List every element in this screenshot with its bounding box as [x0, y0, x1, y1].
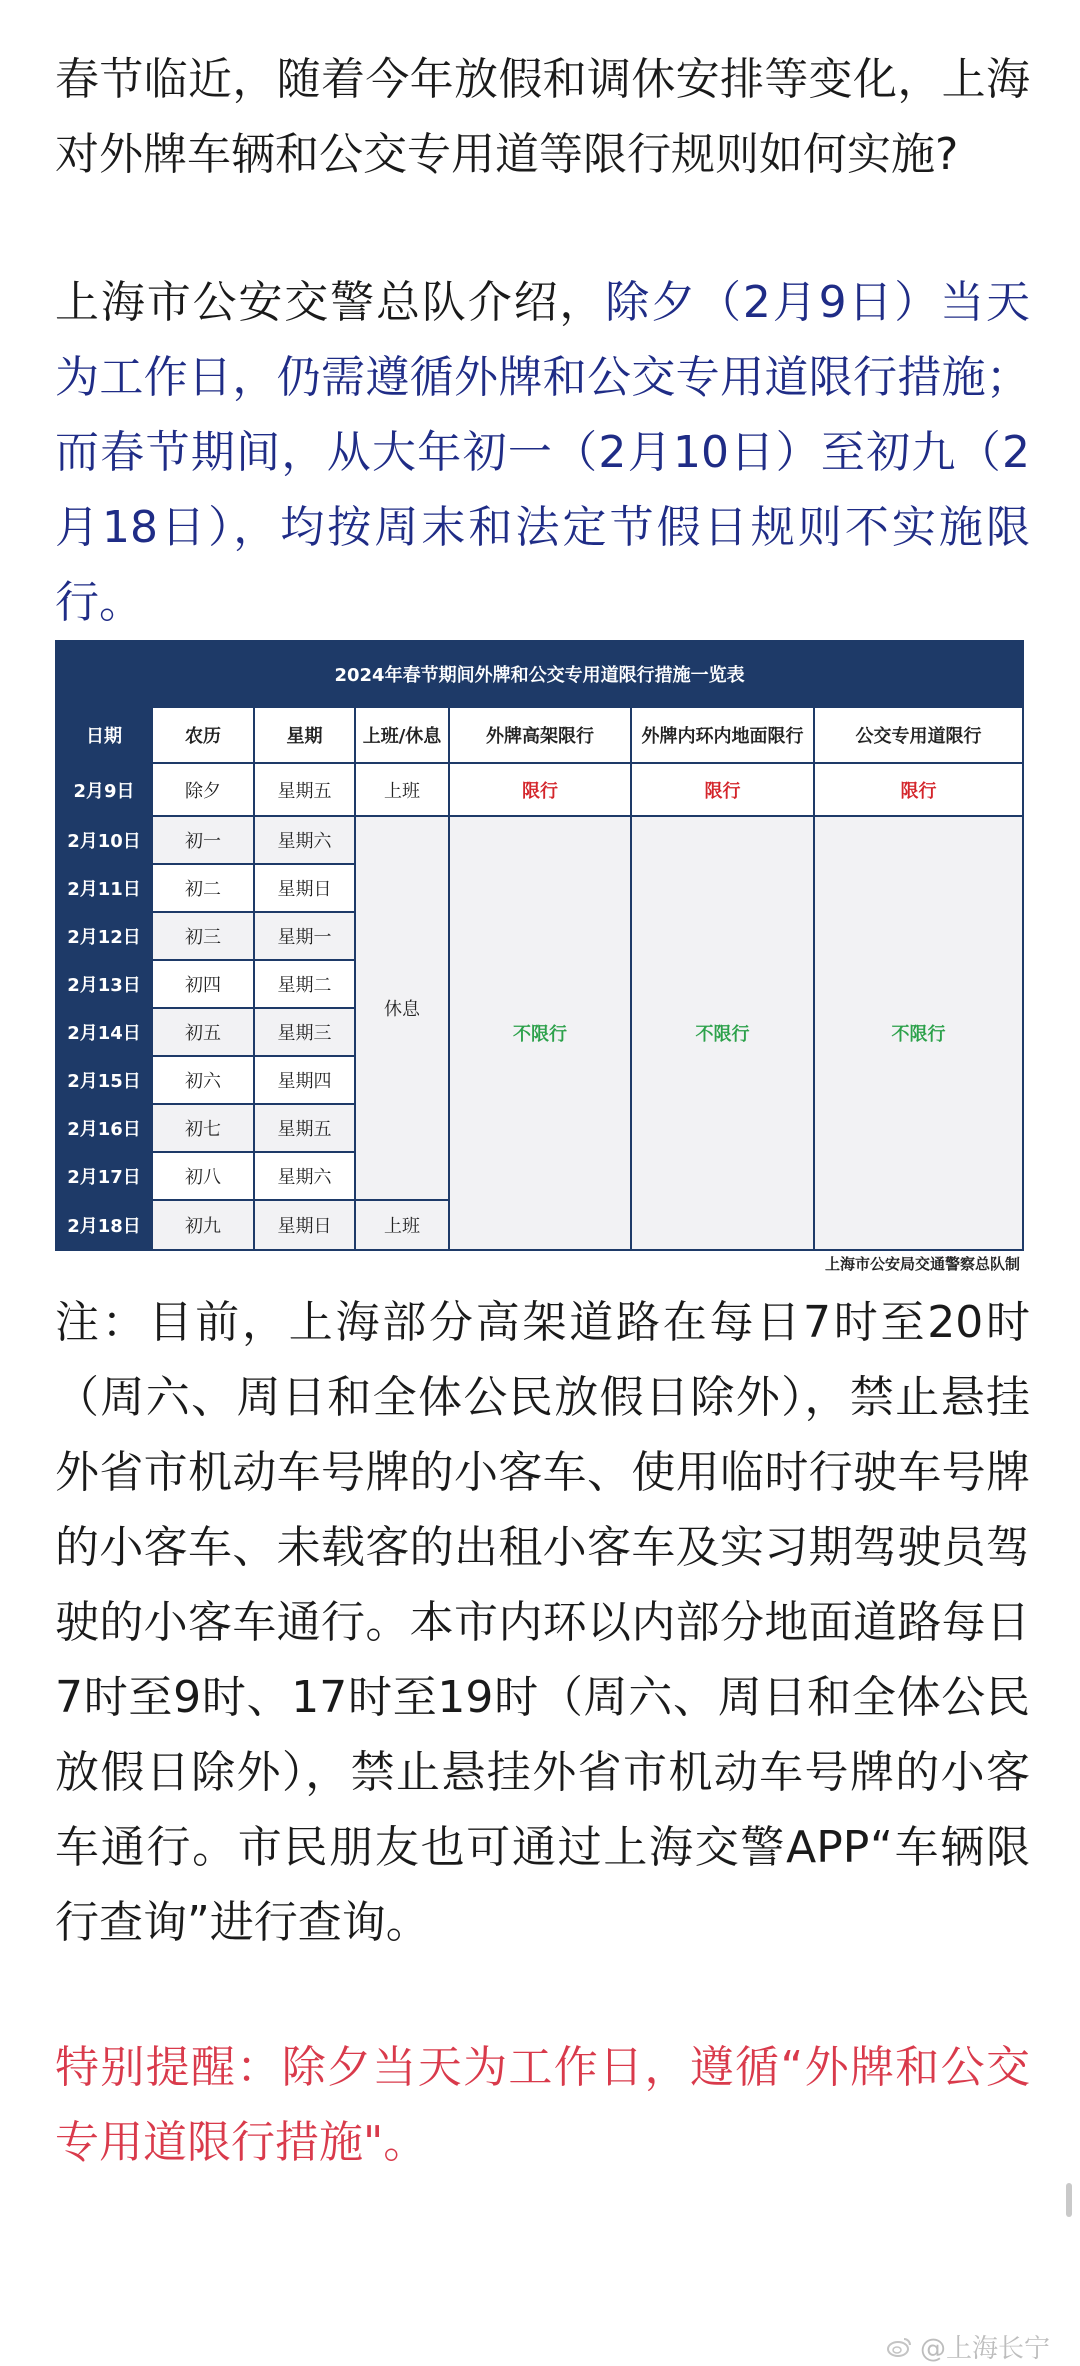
cell-date: 2月17日 — [56, 1152, 152, 1200]
table-row — [56, 763, 1023, 816]
cell-lunar: 初一 — [152, 816, 254, 864]
cell-date: 2月14日 — [56, 1008, 152, 1056]
cell-lunar: 初五 — [152, 1008, 254, 1056]
cell-weekday: 星期五 — [254, 763, 355, 816]
cell-date: 2月18日 — [56, 1200, 152, 1250]
cell-bus-no-limit: 不限行 — [814, 816, 1023, 1250]
table-title: 2024年春节期间外牌和公交专用道限行措施一览表 — [56, 641, 1023, 707]
cell-weekday: 星期六 — [254, 1152, 355, 1200]
cell-inner-limit: 限行 — [631, 763, 814, 816]
cell-weekday: 星期五 — [254, 1104, 355, 1152]
cell-date: 2月15日 — [56, 1056, 152, 1104]
cell-work: 上班 — [355, 763, 449, 816]
cell-date: 2月16日 — [56, 1104, 152, 1152]
cell-weekday: 星期一 — [254, 912, 355, 960]
header-lunar: 农历 — [152, 707, 254, 763]
cell-lunar: 初七 — [152, 1104, 254, 1152]
cell-date: 2月9日 — [56, 763, 152, 816]
cell-lunar: 初九 — [152, 1200, 254, 1250]
statement-prefix: 上海市公安交警总队介绍， — [55, 277, 606, 328]
header-elevated: 外牌高架限行 — [449, 707, 631, 763]
cell-weekday: 星期日 — [254, 1200, 355, 1250]
table-header-row — [56, 707, 1023, 763]
header-inner: 外牌内环内地面限行 — [631, 707, 814, 763]
cell-weekday: 星期三 — [254, 1008, 355, 1056]
cell-date: 2月12日 — [56, 912, 152, 960]
cell-work: 上班 — [355, 1200, 449, 1250]
cell-lunar: 初二 — [152, 864, 254, 912]
special-reminder: 特别提醒：除夕当天为工作日，遵循“外牌和公交专用道限行措施"。 — [55, 2042, 1030, 2168]
cell-lunar: 初三 — [152, 912, 254, 960]
table-credit: 上海市公安局交通警察总队制 — [824, 1255, 1020, 1273]
police-statement-paragraph — [55, 265, 1030, 640]
scrollbar-thumb[interactable] — [1066, 2183, 1072, 2217]
cell-elevated-limit: 限行 — [449, 763, 631, 816]
cell-weekday: 星期日 — [254, 864, 355, 912]
cell-lunar: 除夕 — [152, 763, 254, 816]
cell-weekday: 星期二 — [254, 960, 355, 1008]
statement-highlight: 除夕（2月9日）当天为工作日，仍需遵循外牌和公交专用道限行措施；而春节期间，从大年初一（2月10日）至初九（2月18日），均按周末和法定节假日规则不实施限行。 — [55, 277, 1030, 628]
header-bus: 公交专用道限行 — [814, 707, 1023, 763]
cell-lunar: 初八 — [152, 1152, 254, 1200]
intro-paragraph: 春节临近，随着今年放假和调休安排等变化，上海对外牌车辆和公交专用道等限行规则如何实施? — [55, 54, 1030, 180]
header-work: 上班/休息 — [355, 707, 449, 763]
cell-elevated-no-limit: 不限行 — [449, 816, 631, 1250]
cell-date: 2月11日 — [56, 864, 152, 912]
header-date: 日期 — [56, 707, 152, 763]
cell-date: 2月13日 — [56, 960, 152, 1008]
restriction-table — [55, 640, 1024, 1251]
cell-rest: 休息 — [355, 816, 449, 1200]
cell-weekday: 星期六 — [254, 816, 355, 864]
cell-bus-limit: 限行 — [814, 763, 1023, 816]
weibo-watermark — [886, 2328, 1050, 2365]
watermark-text: @上海长宁 — [919, 2334, 1050, 2364]
cell-date: 2月10日 — [56, 816, 152, 864]
cell-inner-no-limit: 不限行 — [631, 816, 814, 1250]
cell-lunar: 初四 — [152, 960, 254, 1008]
cell-weekday: 星期四 — [254, 1056, 355, 1104]
weibo-icon — [886, 2336, 912, 2358]
cell-lunar: 初六 — [152, 1056, 254, 1104]
table-row — [56, 816, 1023, 864]
note-paragraph: 注：目前，上海部分高架道路在每日7时至20时（周六、周日和全体公民放假日除外），禁止悬挂外省市机动车号牌的小客车、使用临时行驶车号牌的小客车、未载客的出租小客车及实习期驾驶员驾驶的小客车通行。本市内环以内部分地面道路每日7时至9时、17时至19时（周六、周日和全体公民放假日除外），禁止悬挂外省市机动车号牌的小客车通行。市民朋友也可通过上海交警APP“车辆限行查询”进行查询。 — [55, 1297, 1030, 1948]
header-weekday: 星期 — [254, 707, 355, 763]
